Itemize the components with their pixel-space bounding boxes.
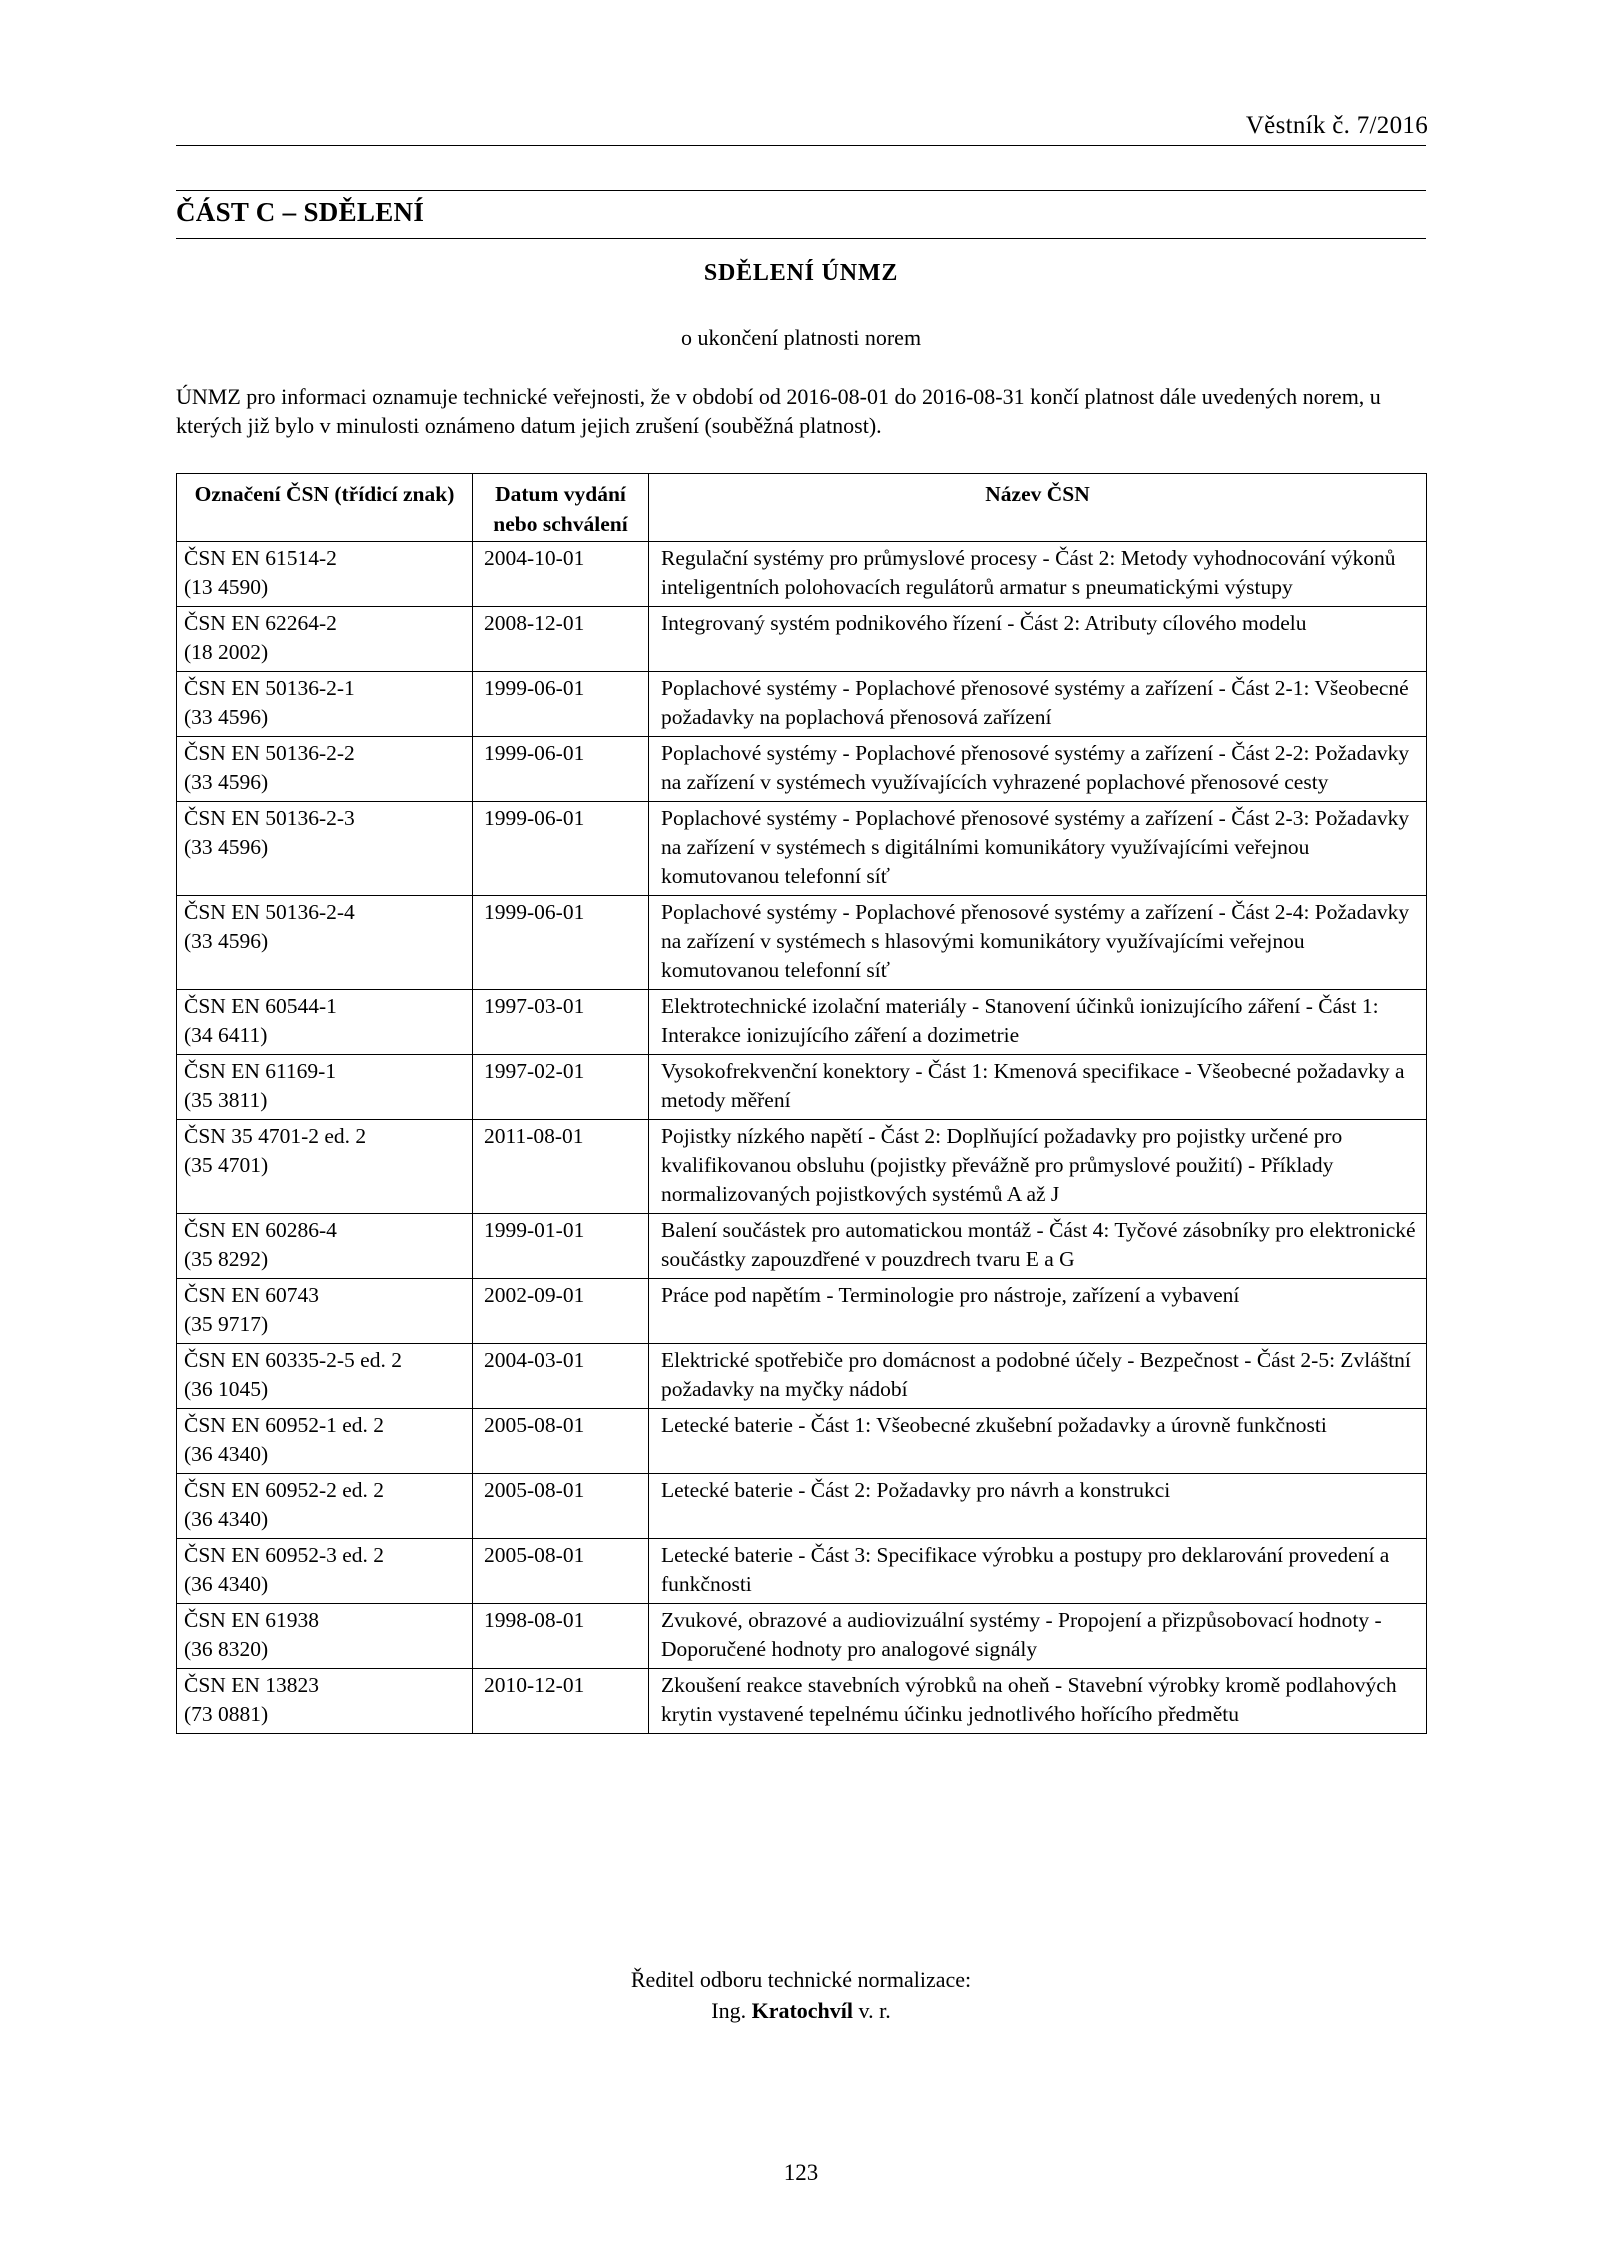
cell-name: Pojistky nízkého napětí - Část 2: Doplňující požadavky pro pojistky určené pro kvalifikovanou obsluhu (pojistky převážně pro průmyslové použití) - Příklady normalizovaných pojistkových systémů A až J: [649, 1120, 1427, 1214]
norm-class-code: (34 6411): [184, 1023, 268, 1047]
notice-title: SDĚLENÍ ÚNMZ: [703, 260, 899, 286]
header-name: Název ČSN: [649, 474, 1427, 542]
table-row: [177, 607, 1427, 672]
cell-designation: [177, 1055, 473, 1120]
norm-designation: ČSN 35 4701-2 ed. 2: [184, 1124, 367, 1148]
cell-name: Letecké baterie - Část 2: Požadavky pro návrh a konstrukci: [649, 1474, 1427, 1539]
cell-name: Letecké baterie - Část 1: Všeobecné zkušební požadavky a úrovně funkčnosti: [649, 1409, 1427, 1474]
norm-class-code: (36 8320): [184, 1637, 269, 1661]
cell-name: Balení součástek pro automatickou montáž - Část 4: Tyčové zásobníky pro elektronické součástky zapouzdřené v pouzdrech tvaru E a G: [649, 1214, 1427, 1279]
table-row: [177, 1214, 1427, 1279]
cell-designation: [177, 607, 473, 672]
norm-designation: ČSN EN 60544-1: [184, 994, 337, 1018]
part-heading: ČÁST C – SDĚLENÍ: [176, 197, 425, 227]
cell-designation: [177, 990, 473, 1055]
table-row: [177, 1604, 1427, 1669]
table-row: [177, 1055, 1427, 1120]
section-rule-top: [176, 190, 1426, 191]
norm-designation: ČSN EN 60952-2 ed. 2: [184, 1478, 385, 1502]
page-number: 123: [783, 2160, 819, 2185]
table-body: [177, 542, 1427, 1734]
table-row: [177, 1120, 1427, 1214]
cell-name: Elektrické spotřebiče pro domácnost a podobné účely - Bezpečnost - Část 2-5: Zvláštní požadavky na myčky nádobí: [649, 1344, 1427, 1409]
cell-date: 2005-08-01: [473, 1409, 649, 1474]
cell-designation: [177, 1214, 473, 1279]
norm-class-code: (13 4590): [184, 575, 269, 599]
norm-designation: ČSN EN 60743: [184, 1283, 319, 1307]
cell-date: 1997-03-01: [473, 990, 649, 1055]
norm-designation: ČSN EN 62264-2: [184, 611, 337, 635]
table-row: [177, 1474, 1427, 1539]
signature-suffix: v. r.: [858, 1998, 891, 2023]
norm-designation: ČSN EN 50136-2-2: [184, 741, 355, 765]
cell-date: 2005-08-01: [473, 1474, 649, 1539]
cell-name: Letecké baterie - Část 3: Specifikace výrobku a postupy pro deklarování provedení a funkčnosti: [649, 1539, 1427, 1604]
cell-name: Práce pod napětím - Terminologie pro nástroje, zařízení a vybavení: [649, 1279, 1427, 1344]
cell-date: 2008-12-01: [473, 607, 649, 672]
cell-date: 2005-08-01: [473, 1539, 649, 1604]
norm-class-code: (18 2002): [184, 640, 269, 664]
norm-designation: ČSN EN 60335-2-5 ed. 2: [184, 1348, 402, 1372]
cell-name: Poplachové systémy - Poplachové přenosové systémy a zařízení - Část 2-4: Požadavky na zařízení v systémech s hlasovými komunikátory využívajícími veřejnou komutovanou telefonní síť: [649, 896, 1427, 990]
cell-name: Poplachové systémy - Poplachové přenosové systémy a zařízení - Část 2-2: Požadavky na zařízení v systémech využívajících vyhrazené poplachové přenosové cesty: [649, 737, 1427, 802]
table-header-row: [177, 474, 1427, 542]
notice-subtitle: o ukončení platnosti norem: [680, 325, 922, 350]
cell-name: Regulační systémy pro průmyslové procesy - Část 2: Metody vyhodnocování výkonů inteligentních polohovacích regulátorů armatur s pneumatickými výstupy: [649, 542, 1427, 607]
norm-designation: ČSN EN 61514-2: [184, 546, 337, 570]
cell-designation: [177, 896, 473, 990]
table-row: [177, 896, 1427, 990]
cell-designation: [177, 802, 473, 896]
cell-date: 1999-06-01: [473, 802, 649, 896]
cell-designation: [177, 542, 473, 607]
section-rule-bottom: [176, 238, 1426, 239]
norms-table: [176, 473, 1427, 1734]
norm-class-code: (36 4340): [184, 1507, 269, 1531]
norm-class-code: (35 8292): [184, 1247, 269, 1271]
norm-class-code: (33 4596): [184, 705, 269, 729]
cell-designation: [177, 1120, 473, 1214]
signature-role: Ředitel odboru technické normalizace:: [630, 1967, 972, 1992]
cell-name: Integrovaný systém podnikového řízení - Část 2: Atributy cílového modelu: [649, 607, 1427, 672]
header-designation: Označení ČSN (třídicí znak): [177, 474, 473, 542]
cell-date: 1999-06-01: [473, 672, 649, 737]
table-row: [177, 990, 1427, 1055]
cell-designation: [177, 1279, 473, 1344]
table-row: [177, 1409, 1427, 1474]
norm-designation: ČSN EN 50136-2-4: [184, 900, 355, 924]
signature-line: [176, 1995, 1426, 2026]
cell-designation: [177, 1474, 473, 1539]
table-row: [177, 802, 1427, 896]
signature-block: [176, 1964, 1426, 2026]
cell-designation: [177, 672, 473, 737]
signature-prefix: Ing.: [711, 1998, 747, 2023]
norm-designation: ČSN EN 13823: [184, 1673, 319, 1697]
table-row: [177, 1279, 1427, 1344]
table-row: [177, 1669, 1427, 1734]
norm-designation: ČSN EN 50136-2-1: [184, 676, 355, 700]
norm-class-code: (33 4596): [184, 835, 269, 859]
norm-designation: ČSN EN 60952-1 ed. 2: [184, 1413, 385, 1437]
table-row: [177, 1344, 1427, 1409]
cell-date: 2010-12-01: [473, 1669, 649, 1734]
norm-class-code: (33 4596): [184, 770, 269, 794]
norm-designation: ČSN EN 60952-3 ed. 2: [184, 1543, 385, 1567]
norm-designation: ČSN EN 50136-2-3: [184, 806, 355, 830]
cell-date: 2004-10-01: [473, 542, 649, 607]
cell-date: 1998-08-01: [473, 1604, 649, 1669]
cell-name: Poplachové systémy - Poplachové přenosové systémy a zařízení - Část 2-1: Všeobecné požadavky na poplachová přenosová zařízení: [649, 672, 1427, 737]
table-row: [177, 672, 1427, 737]
intro-paragraph: ÚNMZ pro informaci oznamuje technické veřejnosti, že v období od 2016-08-01 do 2016-08-31 končí platnost dále uvedených norem, u kterých již bylo v minulosti oznámeno datum jejich zrušení (souběžná platnost).: [176, 384, 1381, 438]
cell-name: Vysokofrekvenční konektory - Část 1: Kmenová specifikace - Všeobecné požadavky a metody měření: [649, 1055, 1427, 1120]
norm-class-code: (35 3811): [184, 1088, 268, 1112]
cell-date: 2002-09-01: [473, 1279, 649, 1344]
norm-designation: ČSN EN 60286-4: [184, 1218, 337, 1242]
norm-class-code: (36 4340): [184, 1572, 269, 1596]
norm-class-code: (36 1045): [184, 1377, 269, 1401]
norm-class-code: (33 4596): [184, 929, 269, 953]
cell-name: Poplachové systémy - Poplachové přenosové systémy a zařízení - Část 2-3: Požadavky na zařízení v systémech s digitálními komunikátory využívajícími veřejnou komutovanou telefonní síť: [649, 802, 1427, 896]
cell-name: Elektrotechnické izolační materiály - Stanovení účinků ionizujícího záření - Část 1: Interakce ionizujícího záření a dozimetrie: [649, 990, 1427, 1055]
norm-designation: ČSN EN 61169-1: [184, 1059, 337, 1083]
cell-date: 1999-06-01: [473, 737, 649, 802]
norm-class-code: (73 0881): [184, 1702, 269, 1726]
cell-date: 2004-03-01: [473, 1344, 649, 1409]
cell-designation: [177, 1539, 473, 1604]
cell-date: 1999-06-01: [473, 896, 649, 990]
signature-name: Kratochvíl: [751, 1998, 854, 2023]
header-rule: [176, 145, 1426, 146]
header-date: Datum vydání nebo schválení: [473, 474, 649, 542]
cell-designation: [177, 1344, 473, 1409]
cell-designation: [177, 1409, 473, 1474]
cell-designation: [177, 737, 473, 802]
cell-name: Zvukové, obrazové a audiovizuální systémy - Propojení a přizpůsobovací hodnoty - Doporučené hodnoty pro analogové signály: [649, 1604, 1427, 1669]
cell-date: 1997-02-01: [473, 1055, 649, 1120]
cell-date: 1999-01-01: [473, 1214, 649, 1279]
cell-designation: [177, 1669, 473, 1734]
table-row: [177, 737, 1427, 802]
table-row: [177, 1539, 1427, 1604]
cell-designation: [177, 1604, 473, 1669]
norm-designation: ČSN EN 61938: [184, 1608, 319, 1632]
journal-header: Věstník č. 7/2016: [1245, 112, 1428, 139]
cell-name: Zkoušení reakce stavebních výrobků na oheň - Stavební výrobky kromě podlahových krytin vystavené tepelnému účinku jednotlivého hořícího předmětu: [649, 1669, 1427, 1734]
norm-class-code: (36 4340): [184, 1442, 269, 1466]
norm-class-code: (35 9717): [184, 1312, 269, 1336]
table-row: [177, 542, 1427, 607]
cell-date: 2011-08-01: [473, 1120, 649, 1214]
norm-class-code: (35 4701): [184, 1153, 269, 1177]
